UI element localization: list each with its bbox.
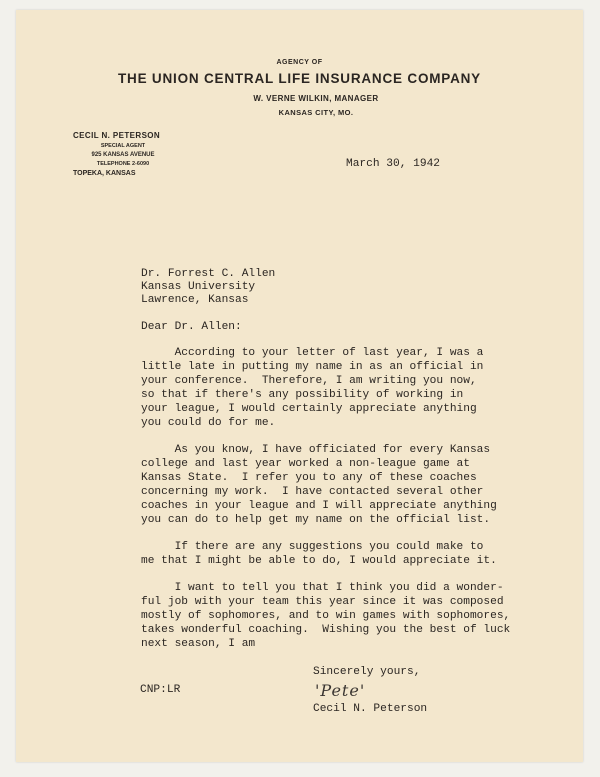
body-line: ful job with your team this year since it was composed: [141, 596, 504, 608]
body-line: concerning my work. I have contacted several other: [141, 486, 484, 498]
letterhead-office: KANSAS CITY, MO.: [278, 108, 354, 117]
recipient-line: Kansas University: [141, 281, 256, 293]
letter-page: [16, 10, 583, 762]
salutation: Dear Dr. Allen:: [141, 321, 242, 333]
closing: Sincerely yours,: [313, 666, 421, 678]
recipient-line: Dr. Forrest C. Allen: [141, 268, 276, 280]
agent-address: 925 KANSAS AVENUE: [91, 152, 155, 158]
typist-initials: CNP:LR: [140, 684, 181, 696]
body-line: your league, I would certainly appreciate anything: [141, 403, 477, 415]
body-line: little late in putting my name in as an official in: [141, 361, 484, 373]
body-line: college and last year worked a non-league game at: [141, 458, 470, 470]
body-line: takes wonderful coaching. Wishing you the best of luck: [141, 624, 511, 636]
body-line: coaches in your league and I will appreciate anything: [141, 500, 497, 512]
letterhead-manager: W. VERNE WILKIN, MANAGER: [253, 94, 379, 103]
body-line: According to your letter of last year, I was a: [141, 347, 484, 359]
agent-city: TOPEKA, KANSAS: [73, 170, 136, 177]
letter-date: March 30, 1942: [346, 158, 440, 170]
body-line: As you know, I have officiated for every Kansas: [141, 444, 491, 456]
letterhead-company: THE UNION CENTRAL LIFE INSURANCE COMPANY: [117, 71, 481, 86]
body-line: me that I might be able to do, I would appreciate it.: [141, 555, 497, 567]
agent-block: [73, 131, 173, 177]
handwritten-signature: 'Pete': [315, 681, 366, 700]
agent-telephone: TELEPHONE 2-6090: [96, 161, 150, 167]
body-line: you can do to help get my name on the official list.: [141, 514, 491, 526]
body-line: mostly of sophomores, and to win games with sophomores,: [141, 610, 511, 622]
body-line: next season, I am: [141, 638, 256, 650]
letterhead-agency-of: AGENCY OF: [276, 59, 323, 66]
body-line: If there are any suggestions you could make to: [141, 541, 484, 553]
body-line: your conference. Therefore, I am writing you now,: [141, 375, 477, 387]
body-line: so that if there's any possibility of working in: [141, 389, 464, 401]
body-line: you could do for me.: [141, 417, 276, 429]
signer-name: Cecil N. Peterson: [313, 703, 428, 715]
body-line: I want to tell you that I think you did a wonder-: [141, 582, 504, 594]
agent-title: SPECIAL AGENT: [100, 143, 146, 149]
agent-name: CECIL N. PETERSON: [73, 131, 161, 140]
body-line: Kansas State. I refer you to any of these coaches: [141, 472, 477, 484]
recipient-line: Lawrence, Kansas: [141, 294, 249, 306]
